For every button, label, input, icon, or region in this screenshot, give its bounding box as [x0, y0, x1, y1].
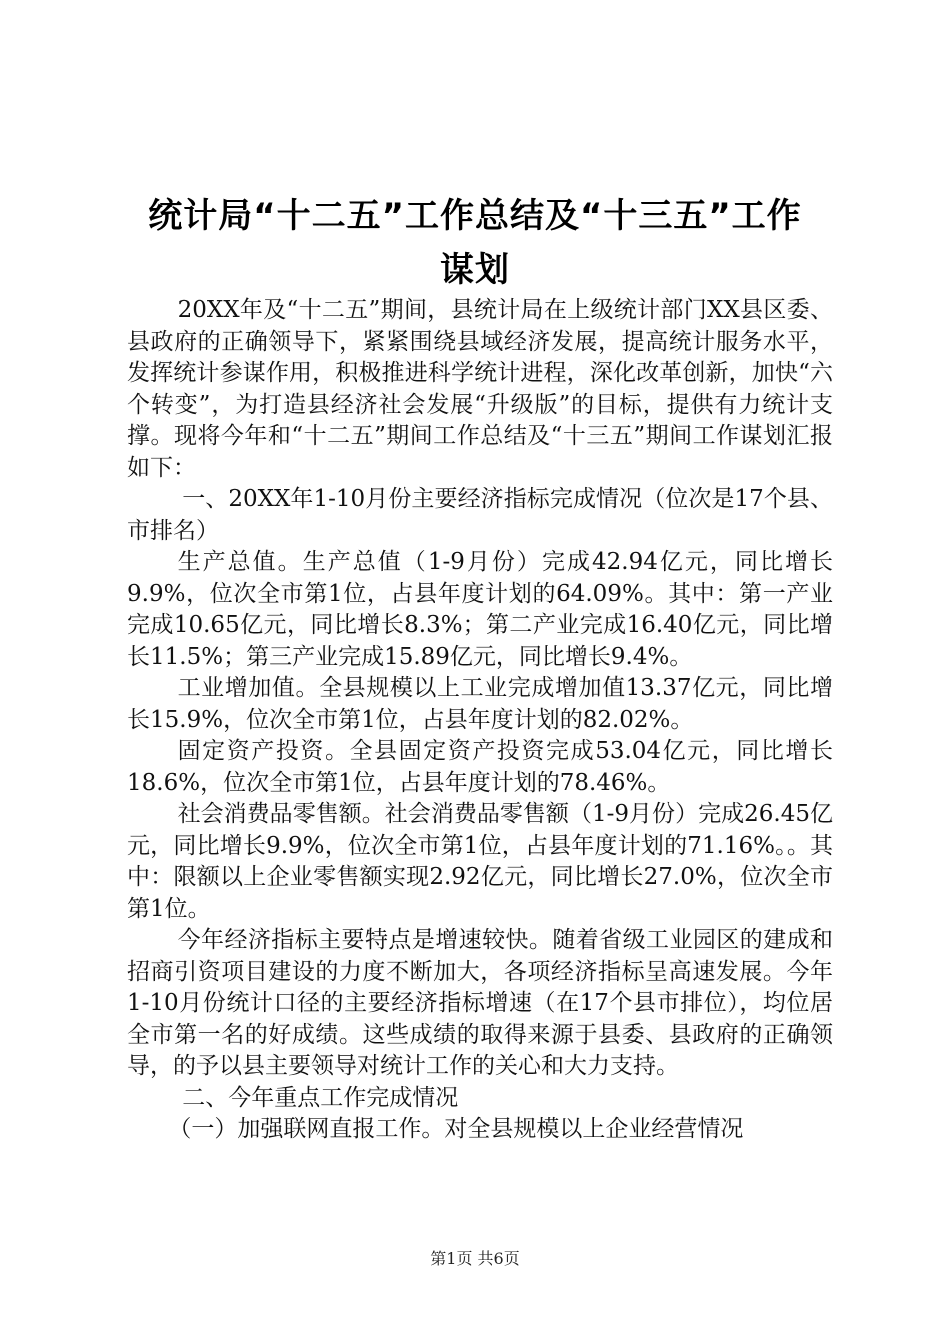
document-title: 统计局“十二五”工作总结及“十三五”工作: [148, 196, 802, 236]
paragraph-summary: 今年经济指标主要特点是增速较快。随着省级工业园区的建成和招商引资项目建设的力度不断加大，各项经济指标呈高速发展。今年1-10月份统计口径的主要经济指标增速（在17个县市排位），均位居全市第一名的好成绩。这些成绩的取得来源于县委、县政府的正确领导，的予以县主要领导对统计工作的关心和大力支持。: [127, 927, 833, 1079]
document-body: [127, 295, 833, 1146]
subsection-1: （一）加强联网直报工作。对全县规模以上企业经营情况: [168, 1116, 744, 1142]
paragraph-industry: 工业增加值。全县规模以上工业完成增加值13.37亿元，同比增长15.9%，位次全市第1位，占县年度计划的82.02%。: [127, 675, 833, 733]
section-heading-2: 二、今年重点工作完成情况: [182, 1084, 459, 1111]
paragraph-retail: 社会消费品零售额。社会消费品零售额（1-9月份）完成26.45亿元，同比增长9.9%，位次全市第1位，占县年度计划的71.16%。。其中：限额以上企业零售额实现2.92亿元，同比增长27.0%，位次全市第1位。: [127, 801, 833, 922]
page-footer: 第1页 共6页: [430, 1249, 520, 1268]
section-heading-1: 一、20XX年1-10月份主要经济指标完成情况（位次是17个县、市排名）: [127, 486, 833, 544]
intro-paragraph: 20XX年及“十二五”期间，县统计局在上级统计部门XX县区委、县政府的正确领导下，紧紧围绕县域经济发展，提高统计服务水平，发挥统计参谋作用，积极推进科学统计进程，深化改革创新，加快“六个转变”，为打造县经济社会发展“升级版”的目标，提供有力统计支撑。现将今年和“十二五”期间工作总结及“十三五”期间工作谋划汇报如下：: [127, 297, 833, 481]
paragraph-gdp: 生产总值。生产总值（1-9月份）完成42.94亿元，同比增长9.9%，位次全市第1位，占县年度计划的64.09%。其中：第一产业完成10.65亿元，同比增长8.3%；第二产业完成16.40亿元，同比增长11.5%；第三产业完成15.89亿元，同比增长9.4%。: [127, 549, 833, 670]
document-title-continued: 谋划: [440, 250, 510, 290]
paragraph-investment: 固定资产投资。全县固定资产投资完成53.04亿元，同比增长18.6%，位次全市第1位，占县年度计划的78.46%。: [127, 738, 833, 796]
